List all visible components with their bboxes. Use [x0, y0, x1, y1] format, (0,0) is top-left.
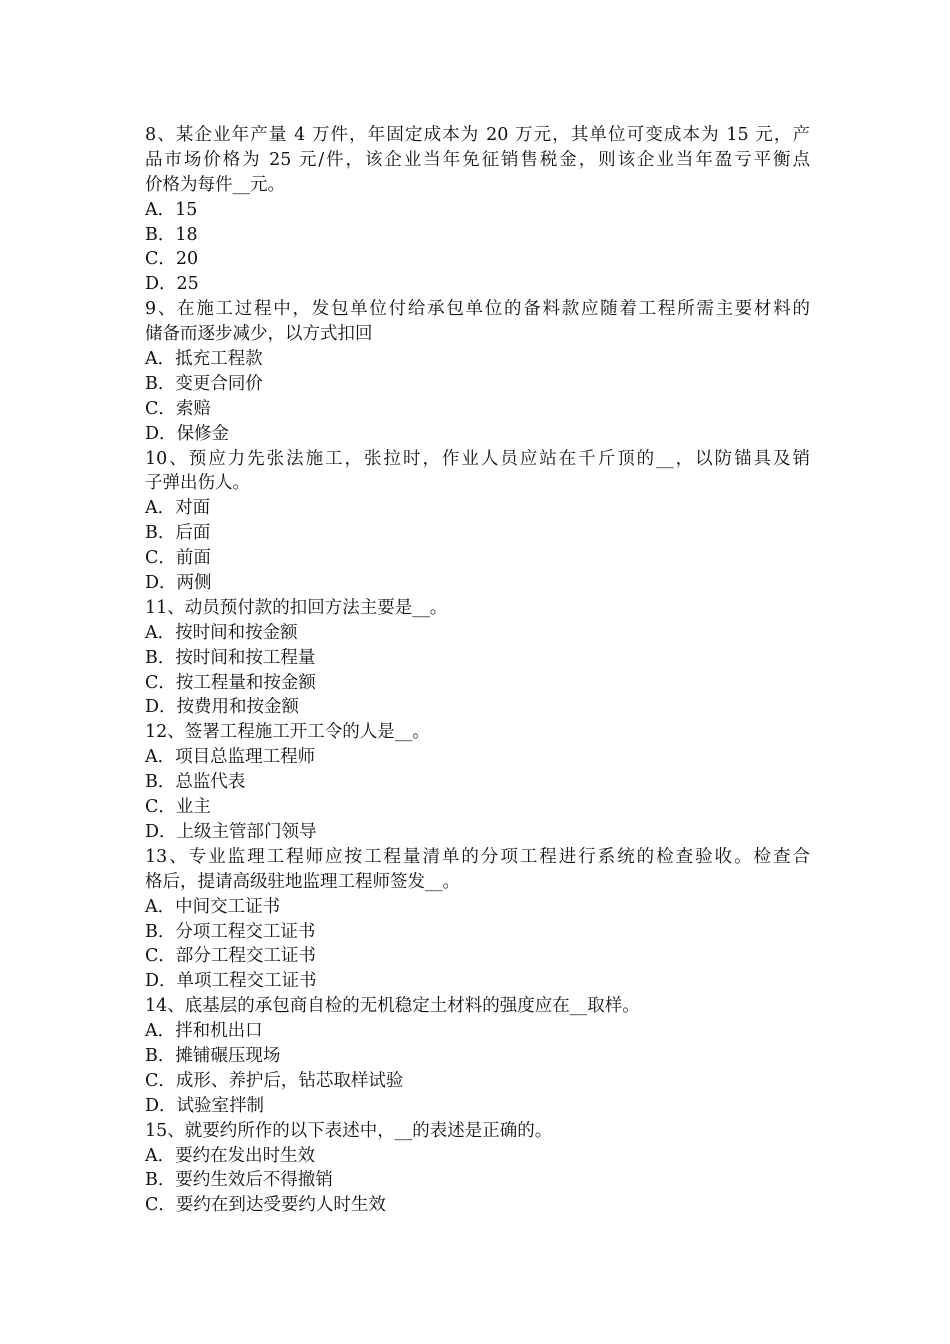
option-d: D．25: [145, 274, 199, 295]
option-d: D．单项工程交工证书: [145, 971, 317, 992]
question-stem-line: 格后，提请高级驻地监理工程师签发__。: [145, 871, 460, 892]
option-a: A．项目总监理工程师: [145, 747, 316, 768]
question-stem-line: 15、就要约所作的以下表述中，__的表述是正确的。: [145, 1120, 553, 1141]
question-stem-line: 11、动员预付款的扣回方法主要是__。: [145, 597, 448, 618]
option-d: D．按费用和按金额: [145, 697, 300, 718]
question-8: [145, 123, 810, 297]
option-a: A．拌和机出口: [145, 1021, 263, 1042]
question-stem-line: 品市场价格为 25 元/件，该企业当年免征销售税金，则该企业当年盈亏平衡点: [145, 149, 810, 170]
option-a: A．15: [145, 199, 198, 220]
option-d: D．试验室拌制: [145, 1095, 265, 1116]
document-page: [145, 123, 810, 1218]
option-c: C．前面: [145, 548, 211, 569]
question-stem-line: 价格为每件__元。: [145, 174, 285, 195]
question-12: [145, 720, 810, 844]
option-a: A．对面: [145, 498, 211, 519]
question-11: [145, 596, 810, 720]
option-b: B．分项工程交工证书: [145, 921, 316, 942]
question-stem-line: 8、某企业年产量 4 万件，年固定成本为 20 万元，其单位可变成本为 15 元，产: [145, 125, 810, 145]
option-a: A．按时间和按金额: [145, 622, 298, 643]
option-c: C．成形、养护后，钻芯取样试验: [145, 1070, 404, 1091]
option-b: B．摊铺碾压现场: [145, 1045, 281, 1066]
question-stem-line: 子弹出伤人。: [145, 473, 250, 494]
option-a: A．中间交工证书: [145, 896, 281, 917]
question-stem-line: 储备而逐步减少，以方式扣回: [145, 324, 373, 345]
option-b: B．按时间和按工程量: [145, 647, 316, 668]
option-d: D．上级主管部门领导: [145, 821, 317, 842]
question-stem-line: 10、预应力先张法施工，张拉时，作业人员应站在千斤顶的__，以防锚具及销: [145, 448, 810, 469]
option-b: B．18: [145, 224, 198, 245]
option-b: B．后面: [145, 523, 211, 544]
option-c: C．按工程量和按金额: [145, 672, 316, 693]
question-stem-line: 13、专业监理工程师应按工程量清单的分项工程进行系统的检查验收。检查合: [145, 846, 810, 867]
question-stem-line: 12、签署工程施工开工令的人是__。: [145, 722, 430, 743]
option-b: B．总监代表: [145, 772, 246, 793]
question-9: [145, 297, 810, 446]
option-d: D．两侧: [145, 573, 212, 594]
option-c: C．部分工程交工证书: [145, 946, 316, 967]
option-c: C．要约在到达受要约人时生效: [145, 1195, 386, 1216]
option-d: D．保修金: [145, 423, 230, 444]
option-c: C．业主: [145, 797, 211, 818]
question-13: [145, 845, 810, 994]
option-b: B．要约生效后不得撤销: [145, 1170, 333, 1191]
option-b: B．变更合同价: [145, 373, 263, 394]
option-c: C．索赔: [145, 398, 211, 419]
question-15: [145, 1119, 810, 1219]
option-c: C．20: [145, 249, 199, 270]
option-a: A．抵充工程款: [145, 349, 263, 370]
question-stem-line: 9、在施工过程中，发包单位付给承包单位的备料款应随着工程所需主要材料的: [145, 299, 810, 320]
question-14: [145, 994, 810, 1118]
question-10: [145, 447, 810, 596]
question-stem-line: 14、底基层的承包商自检的无机稳定土材料的强度应在__取样。: [145, 996, 640, 1017]
option-a: A．要约在发出时生效: [145, 1145, 316, 1166]
